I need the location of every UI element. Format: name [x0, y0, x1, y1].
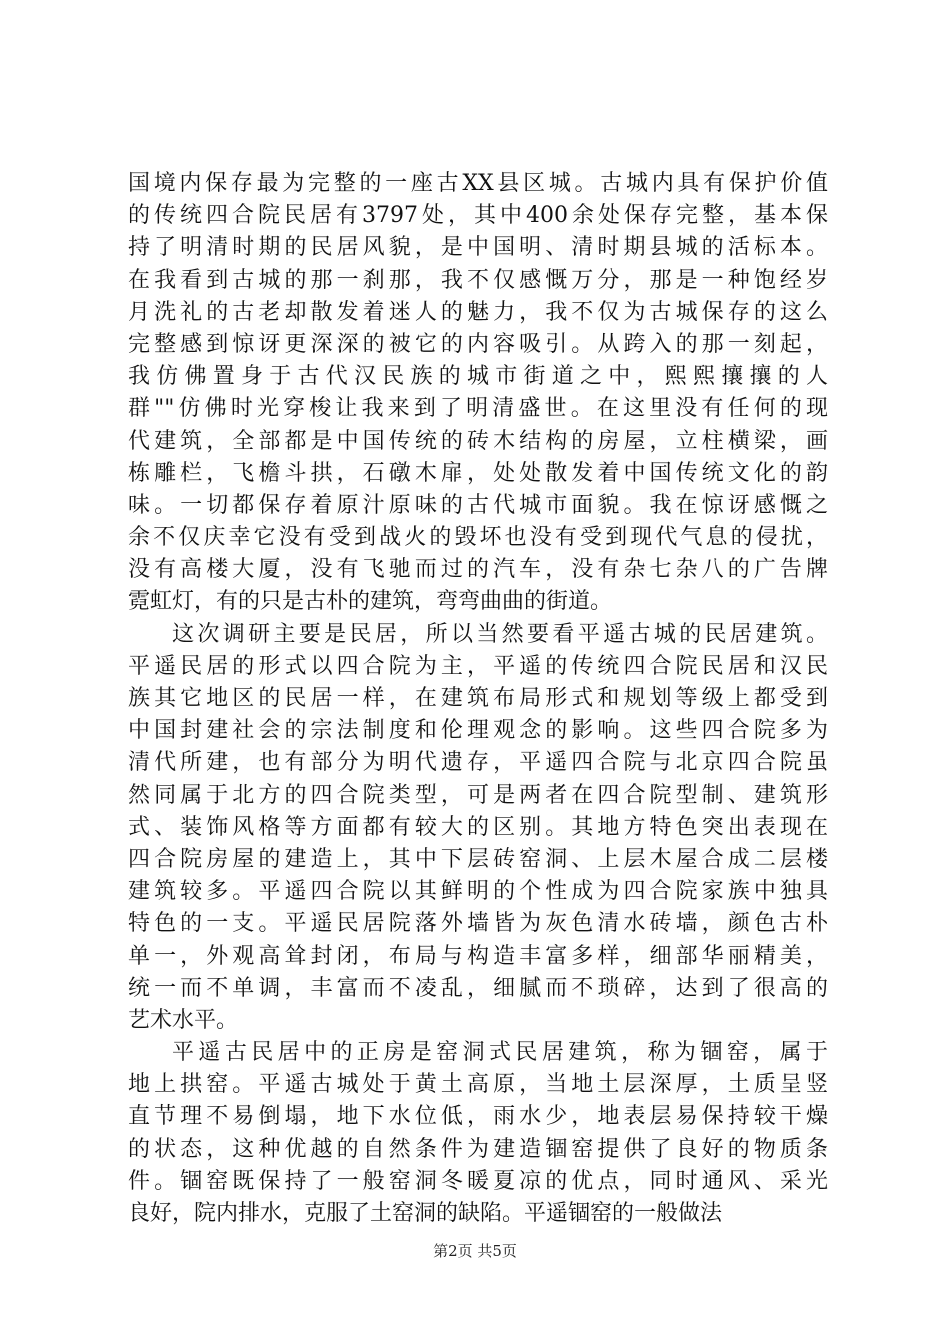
- text-line: 霓虹灯，有的只是古朴的建筑，弯弯曲曲的街道。: [128, 589, 613, 615]
- text-line: 然同属于北方的四合院类型，可是两者在四合院型制、建筑形: [128, 782, 828, 808]
- text-line: 代建筑，全部都是中国传统的砖木结构的房屋，立柱横梁，画: [128, 428, 828, 454]
- text-line: 这次调研主要是民居，所以当然要看平遥古城的民居建筑。: [172, 621, 828, 647]
- text-line: 式、装饰风格等方面都有较大的区别。其地方特色突出表现在: [128, 814, 828, 840]
- text-line: 良好，院内排水，克服了土窑洞的缺陷。平遥锢窑的一般做法: [128, 1201, 723, 1226]
- text-line: 平遥古民居中的正房是窑洞式民居建筑，称为锢窑，属于: [172, 1040, 828, 1066]
- text-line: 在我看到古城的那一刹那，我不仅感慨万分，那是一种饱经岁: [128, 267, 828, 293]
- text-line: 族其它地区的民居一样，在建筑布局形式和规划等级上都受到: [128, 686, 828, 711]
- text-line: 的传统四合院民居有3797处，其中400余处保存完整，基本保: [128, 203, 828, 229]
- text-line: 建筑较多。平遥四合院以其鲜明的个性成为四合院家族中独具: [128, 879, 828, 905]
- text-line: 艺术水平。: [128, 1007, 239, 1033]
- paragraph: [128, 1037, 828, 1230]
- text-line: 中国封建社会的宗法制度和伦理观念的影响。这些四合院多为: [128, 718, 828, 744]
- text-line: 群""仿佛时光穿梭让我来到了明清盛世。在这里没有任何的现: [128, 396, 828, 422]
- text-line: 统一而不单调，丰富而不凌乱，细腻而不琐碎，达到了很高的: [128, 975, 828, 1001]
- text-line: 单一，外观高耸封闭，布局与构造丰富多样，细部华丽精美，: [128, 943, 828, 969]
- text-line: 完整感到惊讶更深深的被它的内容吸引。从跨入的那一刻起，: [128, 331, 828, 357]
- text-line: 直节理不易倒塌，地下水位低，雨水少，地表层易保持较干燥: [128, 1104, 828, 1130]
- document-body: [128, 168, 828, 1230]
- text-line: 月洗礼的古老却散发着迷人的魅力，我不仅为古城保存的这么: [128, 299, 828, 325]
- text-line: 国境内保存最为完整的一座古XX县区城。古城内具有保护价值: [128, 171, 828, 196]
- page-footer: 第2页 共5页: [433, 1242, 517, 1260]
- text-line: 地上拱窑。平遥古城处于黄土高原，当地土层深厚，土质呈竖: [128, 1072, 828, 1098]
- text-line: 我仿佛置身于古代汉民族的城市街道之中，熙熙攘攘的人: [128, 364, 828, 390]
- text-line: 余不仅庆幸它没有受到战火的毁坏也没有受到现代气息的侵扰，: [128, 525, 828, 551]
- text-line: 的状态，这种优越的自然条件为建造锢窑提供了良好的物质条: [128, 1136, 828, 1162]
- text-line: 味。一切都保存着原汁原味的古代城市面貌。我在惊讶感慨之: [128, 492, 828, 518]
- text-line: 栋雕栏，飞檐斗拱，石礅木扉，处处散发着中国传统文化的韵: [128, 460, 828, 486]
- text-line: 四合院房屋的建造上，其中下层砖窑洞、上层木屋合成二层楼: [128, 846, 828, 872]
- text-line: 清代所建，也有部分为明代遗存，平遥四合院与北京四合院虽: [128, 750, 828, 776]
- text-line: 特色的一支。平遥民居院落外墙皆为灰色清水砖墙，颜色古朴: [128, 911, 828, 937]
- text-line: 件。锢窑既保持了一般窑洞冬暖夏凉的优点，同时通风、采光: [128, 1168, 828, 1194]
- text-line: 持了明清时期的民居风貌，是中国明、清时期县城的活标本。: [128, 235, 828, 261]
- text-line: 没有高楼大厦，没有飞驰而过的汽车，没有杂七杂八的广告牌: [128, 557, 828, 583]
- text-line: 平遥民居的形式以四合院为主，平遥的传统四合院民居和汉民: [128, 653, 828, 679]
- paragraph: [128, 168, 828, 619]
- paragraph: [128, 619, 828, 1037]
